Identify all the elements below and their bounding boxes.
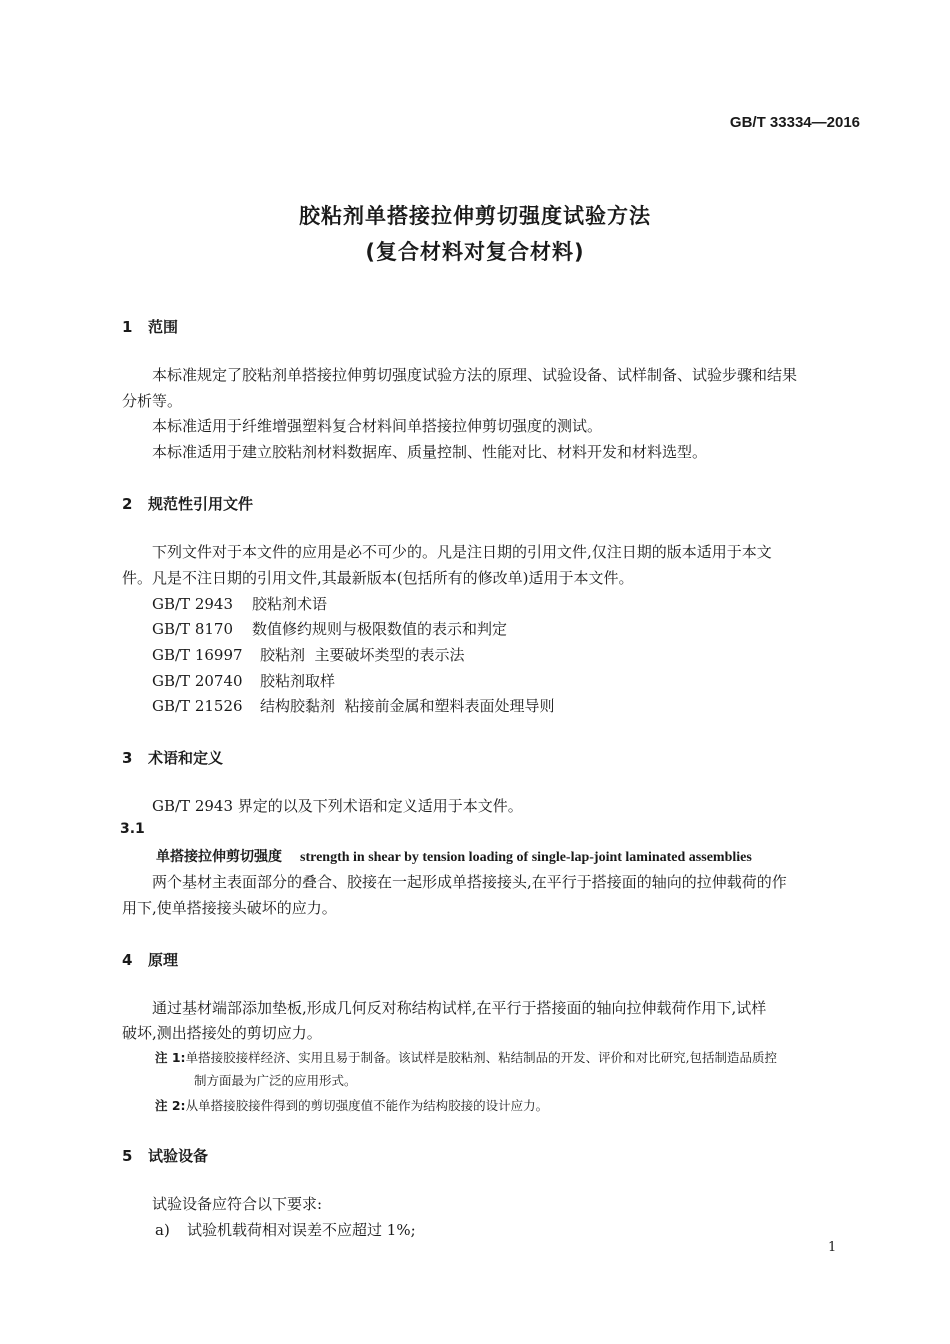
term-heading (156, 846, 752, 866)
term-english: strength in shear by tension loading of single-lap-joint laminated assemblies (300, 850, 752, 865)
term-definition-cont: 用下,使单搭接接头破坏的应力。 (122, 899, 337, 917)
page-number: 1 (828, 1240, 837, 1255)
section-number: 3 (122, 749, 133, 767)
section-1-para-1-cont: 分析等。 (122, 392, 183, 410)
section-number: 4 (122, 951, 133, 969)
note-2 (155, 1096, 548, 1114)
reference-item (152, 695, 555, 716)
section-title: 试验设备 (148, 1147, 209, 1165)
list-item-a (155, 1219, 416, 1240)
list-item-label: a) (155, 1221, 170, 1239)
section-1-heading (122, 316, 178, 337)
term-definition: 两个基材主表面部分的叠合、胶接在一起形成单搭接接头,在平行于搭接面的轴向的拉伸载荷的作 (152, 873, 787, 891)
list-item-text: 试验机载荷相对误差不应超过 1%; (187, 1221, 416, 1239)
section-2-intro-cont: 件。凡是不注日期的引用文件,其最新版本(包括所有的修改单)适用于本文件。 (122, 569, 634, 587)
note-label: 注 1: (155, 1050, 186, 1065)
reference-title: 数值修约规则与极限数值的表示和判定 (252, 620, 508, 638)
reference-title: 胶粘剂取样 (260, 672, 336, 690)
section-4-para: 通过基材端部添加垫板,形成几何反对称结构试样,在平行于搭接面的轴向拉伸载荷作用下,试样 (152, 999, 767, 1017)
reference-code: GB/T 2943 (152, 595, 234, 613)
section-5-heading (122, 1145, 208, 1166)
section-number: 5 (122, 1147, 133, 1165)
reference-code: GB/T 20740 (152, 672, 243, 690)
section-title: 规范性引用文件 (148, 495, 254, 513)
reference-title: 结构胶黏剂 粘接前金属和塑料表面处理导则 (260, 697, 555, 715)
section-3-intro: GB/T 2943 界定的以及下列术语和定义适用于本文件。 (152, 797, 523, 815)
section-4-para-cont: 破坏,测出搭接处的剪切应力。 (122, 1024, 322, 1042)
reference-item (152, 644, 465, 665)
section-1-para-1: 本标准规定了胶粘剂单搭接拉伸剪切强度试验方法的原理、试验设备、试样制备、试验步骤和结果 (152, 366, 798, 384)
reference-title: 胶粘剂 主要破坏类型的表示法 (260, 646, 465, 664)
reference-title: 胶粘剂术语 (252, 595, 328, 613)
reference-item (152, 670, 335, 691)
term-chinese: 单搭接拉伸剪切强度 (156, 849, 282, 865)
note-1-cont: 制方面最为广泛的应用形式。 (194, 1073, 357, 1088)
section-2-intro: 下列文件对于本文件的应用是必不可少的。凡是注日期的引用文件,仅注日期的版本适用于本文 (152, 543, 772, 561)
section-2-heading (122, 493, 253, 514)
section-title: 原理 (148, 951, 179, 969)
document-title: 胶粘剂单搭接拉伸剪切强度试验方法 (299, 204, 651, 228)
note-1 (155, 1048, 777, 1066)
standard-number: GB/T 33334—2016 (729, 114, 860, 131)
reference-item (152, 593, 327, 614)
reference-code: GB/T 21526 (152, 697, 243, 715)
section-number: 1 (122, 318, 133, 336)
note-text: 从单搭接胶接件得到的剪切强度值不能作为结构胶接的设计应力。 (185, 1098, 549, 1113)
section-4-heading (122, 949, 178, 970)
section-title: 术语和定义 (148, 749, 224, 767)
section-3-heading (122, 747, 223, 768)
note-label: 注 2: (155, 1098, 186, 1113)
section-title: 范围 (148, 318, 179, 336)
reference-code: GB/T 8170 (152, 620, 234, 638)
section-number: 2 (122, 495, 133, 513)
note-text: 单搭接胶接样经济、实用且易于制备。该试样是胶粘剂、粘结制品的开发、评价和对比研究,包括制造品质控 (185, 1050, 778, 1065)
section-1-para-2: 本标准适用于纤维增强塑料复合材料间单搭接拉伸剪切强度的测试。 (152, 417, 603, 435)
section-1-para-3: 本标准适用于建立胶粘剂材料数据库、质量控制、性能对比、材料开发和材料选型。 (152, 443, 708, 461)
reference-item (152, 618, 507, 639)
section-5-intro: 试验设备应符合以下要求: (152, 1195, 323, 1213)
document-subtitle: (复合材料对复合材料) (365, 240, 585, 264)
term-number: 3.1 (120, 821, 145, 837)
reference-code: GB/T 16997 (152, 646, 243, 664)
